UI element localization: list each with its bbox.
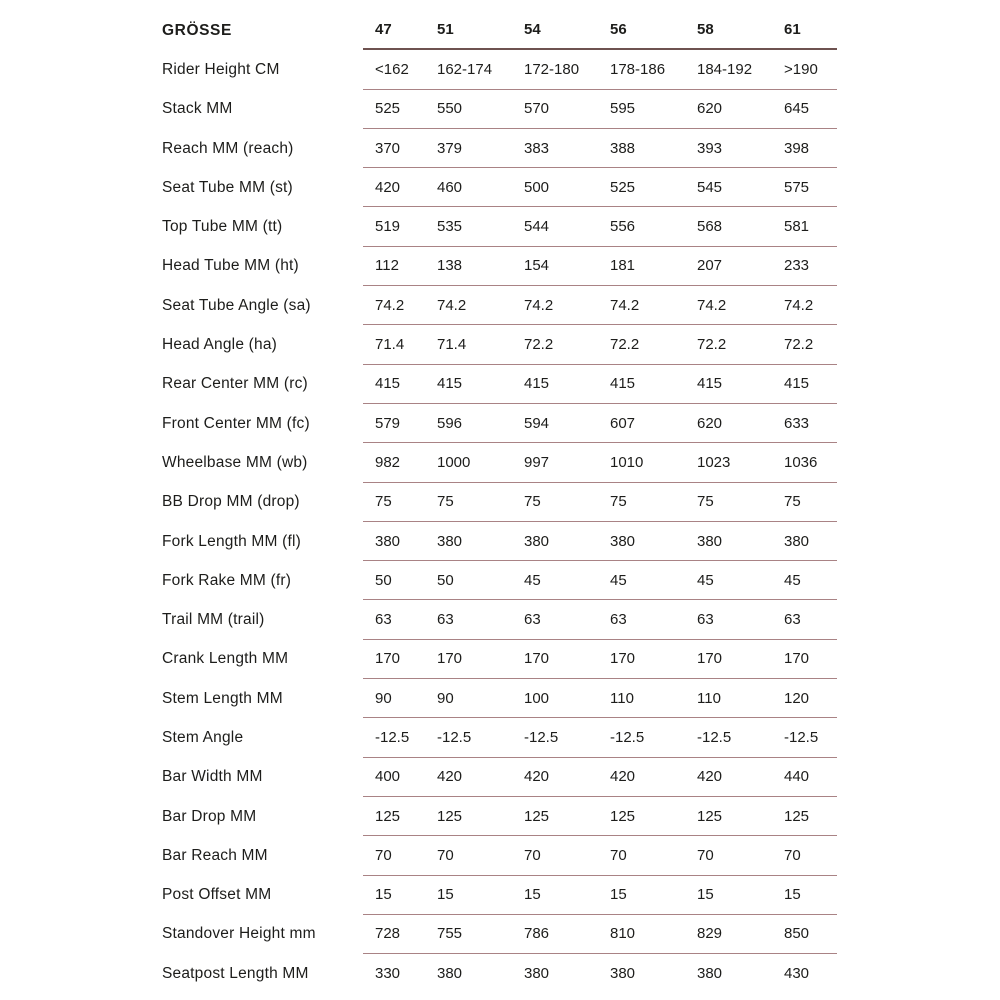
value-cell: 71.4 [375, 336, 405, 354]
value-cell: 75 [375, 493, 392, 511]
value-cell: 125 [610, 807, 636, 825]
value-cell: -12.5 [610, 728, 645, 746]
value-cell: 570 [524, 100, 550, 118]
value-cell: 74.2 [697, 296, 727, 314]
row-values [363, 954, 837, 993]
table-row [162, 365, 1000, 404]
size-column-header: 56 [610, 21, 627, 39]
value-cell: 594 [524, 414, 550, 432]
value-cell: 581 [784, 218, 810, 236]
row-values [363, 325, 837, 364]
value-cell: -12.5 [784, 728, 819, 746]
row-values [363, 168, 837, 207]
row-values [363, 207, 837, 246]
table-row [162, 325, 1000, 364]
value-cell: 393 [697, 139, 723, 157]
value-cell: 178-186 [610, 60, 666, 78]
value-cell: 15 [524, 886, 541, 904]
value-cell: 45 [610, 571, 627, 589]
value-cell: 72.2 [524, 336, 554, 354]
value-cell: 74.2 [524, 296, 554, 314]
value-cell: 74.2 [610, 296, 640, 314]
table-row [162, 90, 1000, 129]
row-values [363, 836, 837, 875]
value-cell: 170 [697, 650, 723, 668]
row-label: Rear Center MM (rc) [162, 375, 308, 393]
size-column-header: 47 [375, 21, 392, 39]
value-cell: 63 [784, 611, 801, 629]
value-cell: 519 [375, 218, 401, 236]
value-cell: >190 [784, 60, 818, 78]
row-label: Fork Length MM (fl) [162, 532, 302, 550]
row-label: Bar Width MM [162, 768, 263, 786]
row-values [363, 915, 837, 954]
table-row [162, 129, 1000, 168]
value-cell: 420 [375, 178, 401, 196]
value-cell: 380 [697, 965, 723, 983]
value-cell: 125 [784, 807, 810, 825]
value-cell: 380 [697, 532, 723, 550]
value-cell: 170 [610, 650, 636, 668]
value-cell: 125 [524, 807, 550, 825]
value-cell: 63 [524, 611, 541, 629]
value-cell: 556 [610, 218, 636, 236]
table-row [162, 483, 1000, 522]
row-label: Post Offset MM [162, 886, 272, 904]
value-cell: 810 [610, 925, 636, 943]
value-cell: 420 [524, 768, 550, 786]
table-row [162, 679, 1000, 718]
row-label: Stem Length MM [162, 689, 283, 707]
value-cell: 415 [437, 375, 463, 393]
value-cell: 1000 [437, 453, 471, 471]
value-cell: 70 [524, 846, 541, 864]
value-cell: 330 [375, 965, 401, 983]
value-cell: 620 [697, 414, 723, 432]
value-cell: 500 [524, 178, 550, 196]
value-cell: 45 [524, 571, 541, 589]
value-cell: 415 [524, 375, 550, 393]
value-cell: 415 [697, 375, 723, 393]
row-values [363, 483, 837, 522]
value-cell: 112 [375, 257, 399, 275]
row-label: Reach MM (reach) [162, 139, 294, 157]
value-cell: 388 [610, 139, 636, 157]
value-cell: 535 [437, 218, 463, 236]
value-cell: 72.2 [784, 336, 814, 354]
value-cell: 63 [375, 611, 392, 629]
value-cell: 70 [784, 846, 801, 864]
value-cell: -12.5 [524, 728, 559, 746]
row-values [363, 50, 837, 89]
table-row [162, 758, 1000, 797]
value-cell: 755 [437, 925, 463, 943]
value-cell: 154 [524, 257, 550, 275]
value-cell: 63 [697, 611, 714, 629]
row-label: Front Center MM (fc) [162, 414, 310, 432]
value-cell: 380 [524, 532, 550, 550]
table-row [162, 718, 1000, 757]
value-cell: 63 [610, 611, 627, 629]
value-cell: 440 [784, 768, 810, 786]
value-cell: 71.4 [437, 336, 467, 354]
value-cell: 70 [437, 846, 454, 864]
table-row [162, 404, 1000, 443]
value-cell: 181 [610, 257, 636, 275]
row-values [363, 561, 837, 600]
table-row [162, 207, 1000, 246]
row-values [363, 90, 837, 129]
value-cell: 379 [437, 139, 463, 157]
value-cell: 370 [375, 139, 401, 157]
table-row [162, 247, 1000, 286]
value-cell: 125 [437, 807, 463, 825]
value-cell: 90 [375, 689, 392, 707]
table-row [162, 168, 1000, 207]
value-cell: 138 [437, 257, 463, 275]
value-cell: 596 [437, 414, 463, 432]
value-cell: 525 [610, 178, 636, 196]
value-cell: 74.2 [437, 296, 467, 314]
value-cell: -12.5 [697, 728, 732, 746]
value-cell: 172-180 [524, 60, 580, 78]
row-values [363, 522, 837, 561]
row-label: Trail MM (trail) [162, 611, 265, 629]
value-cell: 1010 [610, 453, 644, 471]
row-values [363, 876, 837, 915]
value-cell: 380 [524, 965, 550, 983]
value-cell: 72.2 [610, 336, 640, 354]
value-cell: 595 [610, 100, 636, 118]
value-cell: 380 [437, 965, 463, 983]
table-row [162, 600, 1000, 639]
value-cell: 75 [437, 493, 454, 511]
value-cell: 982 [375, 453, 401, 471]
row-values [363, 443, 837, 482]
row-values [363, 718, 837, 757]
value-cell: 75 [697, 493, 714, 511]
value-cell: 380 [437, 532, 463, 550]
value-cell: 15 [437, 886, 454, 904]
row-label: Seatpost Length MM [162, 964, 309, 982]
value-cell: 380 [375, 532, 401, 550]
value-cell: 110 [610, 689, 634, 707]
value-cell: 45 [697, 571, 714, 589]
size-column-header: 51 [437, 21, 454, 39]
row-label: Crank Length MM [162, 650, 289, 668]
value-cell: 45 [784, 571, 801, 589]
value-cell: 50 [437, 571, 454, 589]
value-cell: 633 [784, 414, 810, 432]
size-column-header: 61 [784, 21, 801, 39]
table-row [162, 561, 1000, 600]
value-cell: 63 [437, 611, 454, 629]
row-label: Stack MM [162, 100, 233, 118]
table-row [162, 876, 1000, 915]
value-cell: 786 [524, 925, 550, 943]
size-column-header: 54 [524, 21, 541, 39]
value-cell: 1036 [784, 453, 818, 471]
value-cell: 170 [524, 650, 550, 668]
value-cell: 398 [784, 139, 810, 157]
value-cell: 233 [784, 257, 810, 275]
row-values [363, 640, 837, 679]
row-values [363, 247, 837, 286]
value-cell: 70 [610, 846, 627, 864]
table-row [162, 522, 1000, 561]
size-column-header: 58 [697, 21, 714, 39]
table-body [162, 50, 1000, 993]
value-cell: 415 [375, 375, 401, 393]
value-cell: 568 [697, 218, 723, 236]
row-values [363, 679, 837, 718]
row-label: Top Tube MM (tt) [162, 218, 283, 236]
row-values [363, 600, 837, 639]
row-label: Head Angle (ha) [162, 336, 278, 354]
value-cell: 545 [697, 178, 723, 196]
table-row [162, 915, 1000, 954]
row-label: Rider Height CM [162, 60, 280, 78]
value-cell: 74.2 [784, 296, 814, 314]
value-cell: 380 [784, 532, 810, 550]
row-label: Standover Height mm [162, 925, 316, 943]
value-cell: 430 [784, 965, 810, 983]
row-values [363, 758, 837, 797]
value-cell: 997 [524, 453, 550, 471]
row-label: Wheelbase MM (wb) [162, 453, 308, 471]
value-cell: 100 [524, 689, 550, 707]
value-cell: 15 [784, 886, 801, 904]
value-cell: 850 [784, 925, 810, 943]
table-row [162, 836, 1000, 875]
value-cell: 70 [375, 846, 392, 864]
table-row [162, 286, 1000, 325]
value-cell: 15 [697, 886, 714, 904]
table-row [162, 640, 1000, 679]
row-label: BB Drop MM (drop) [162, 493, 300, 511]
value-cell: 184-192 [697, 60, 753, 78]
value-cell: 125 [697, 807, 723, 825]
value-cell: 460 [437, 178, 463, 196]
value-cell: 15 [610, 886, 627, 904]
value-cell: 74.2 [375, 296, 405, 314]
table-row [162, 954, 1000, 993]
value-cell: 645 [784, 100, 810, 118]
value-cell: 1023 [697, 453, 731, 471]
value-cell: 170 [375, 650, 401, 668]
value-cell: 170 [784, 650, 810, 668]
value-cell: 579 [375, 414, 401, 432]
value-cell: 829 [697, 925, 723, 943]
value-cell: 90 [437, 689, 454, 707]
value-cell: 75 [524, 493, 541, 511]
value-cell: 550 [437, 100, 463, 118]
value-cell: 420 [437, 768, 463, 786]
value-cell: 380 [610, 532, 636, 550]
row-values [363, 286, 837, 325]
value-cell: 120 [784, 689, 810, 707]
row-label: Head Tube MM (ht) [162, 257, 299, 275]
value-cell: 544 [524, 218, 550, 236]
row-label: Fork Rake MM (fr) [162, 571, 292, 589]
table-row [162, 443, 1000, 482]
row-label: Stem Angle [162, 728, 244, 746]
value-cell: 125 [375, 807, 401, 825]
value-cell: 75 [610, 493, 627, 511]
table-header-row [162, 11, 1000, 50]
value-cell: 110 [697, 689, 721, 707]
value-cell: <162 [375, 60, 409, 78]
value-cell: 420 [610, 768, 636, 786]
value-cell: 72.2 [697, 336, 727, 354]
value-cell: 400 [375, 768, 401, 786]
value-cell: 415 [610, 375, 636, 393]
table-row [162, 797, 1000, 836]
value-cell: 15 [375, 886, 392, 904]
value-cell: 575 [784, 178, 810, 196]
table-row [162, 50, 1000, 89]
row-values [363, 365, 837, 404]
value-cell: 207 [697, 257, 723, 275]
table-header-size-label: GRÖSSE [162, 21, 232, 39]
value-cell: 620 [697, 100, 723, 118]
value-cell: 415 [784, 375, 810, 393]
value-cell: 70 [697, 846, 714, 864]
value-cell: -12.5 [437, 728, 472, 746]
value-cell: 383 [524, 139, 550, 157]
row-label: Bar Reach MM [162, 846, 268, 864]
value-cell: 380 [610, 965, 636, 983]
value-cell: -12.5 [375, 728, 410, 746]
value-cell: 525 [375, 100, 401, 118]
row-values [363, 129, 837, 168]
value-cell: 607 [610, 414, 636, 432]
row-label: Seat Tube Angle (sa) [162, 296, 311, 314]
row-label: Bar Drop MM [162, 807, 257, 825]
row-values [363, 404, 837, 443]
row-label: Seat Tube MM (st) [162, 178, 293, 196]
value-cell: 162-174 [437, 60, 493, 78]
value-cell: 75 [784, 493, 801, 511]
value-cell: 420 [697, 768, 723, 786]
value-cell: 170 [437, 650, 463, 668]
row-values [363, 797, 837, 836]
value-cell: 728 [375, 925, 401, 943]
value-cell: 50 [375, 571, 392, 589]
table-header-sizes [363, 11, 837, 50]
